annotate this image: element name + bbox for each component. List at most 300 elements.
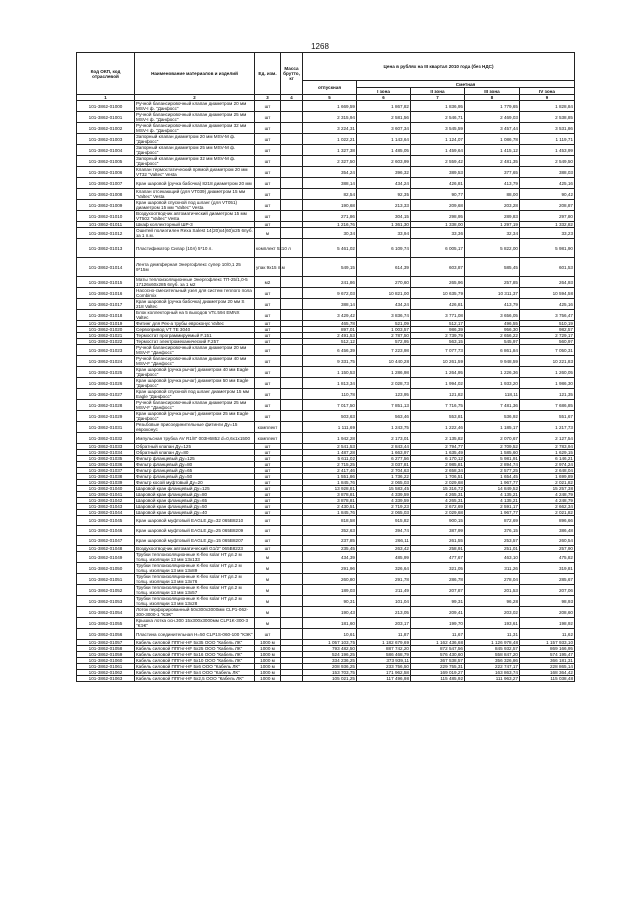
column-number: 5 xyxy=(303,95,357,101)
zone-3-price: 1 967,77 xyxy=(465,480,520,486)
row-mass xyxy=(281,389,303,400)
zone-1-price: 1 485,05 xyxy=(357,145,411,156)
zone-3-price: 6 861,84 xyxy=(465,345,520,356)
zone-4-price: 264,93 xyxy=(520,277,575,288)
zone-2-price: 6 170,12 xyxy=(411,456,465,462)
row-mass xyxy=(281,526,303,536)
row-code: 101-3862-01016 xyxy=(77,288,135,299)
zone-3-price: 356 326,86 xyxy=(465,658,520,664)
table-row xyxy=(77,607,575,618)
row-code: 101-3862-01025 xyxy=(77,367,135,378)
zone-4-price: 388,03 xyxy=(520,167,575,178)
zone-1-price: 263,42 xyxy=(357,546,411,552)
row-code: 101-3862-01027 xyxy=(77,389,135,400)
column-number: 2 xyxy=(135,95,255,101)
row-name: Шаровой кран фланцевый Ду=125 xyxy=(135,486,255,492)
row-unit: 1000 м xyxy=(255,664,281,670)
zone-4-price: 551,67 xyxy=(520,411,575,422)
zone-3-price: 203,28 xyxy=(465,200,520,211)
zone-3-price: 278,04 xyxy=(465,574,520,585)
row-code: 101-3862-01052 xyxy=(77,585,135,596)
row-unit: 1000 м xyxy=(255,676,281,682)
table-row xyxy=(77,433,575,444)
zone-2-price: 2 672,69 xyxy=(411,504,465,510)
table-row xyxy=(77,411,575,422)
row-unit: м2 xyxy=(255,277,281,288)
row-code: 101-3862-01036 xyxy=(77,462,135,468)
row-mass xyxy=(281,378,303,389)
row-name: Кабель силовой ППГнг-HF 5х16 ООО "Кабель ЛК" xyxy=(135,652,255,658)
zone-3-price: 2 070,67 xyxy=(465,433,520,444)
zone-2-price: 169 019,27 xyxy=(411,670,465,676)
row-code: 101-3862-01021 xyxy=(77,333,135,339)
zone-2-price: 1 124,07 xyxy=(411,134,465,145)
row-code: 101-3862-01033 xyxy=(77,444,135,450)
row-name: Клапан отсекающий (для VT039) диаметром 15 мм "Valtec" Vesta xyxy=(135,189,255,200)
row-unit: 1000 м xyxy=(255,646,281,652)
release-price: 235,45 xyxy=(303,546,357,552)
row-name: Кран шаровой (ручка бабочка) диаметром 20 мм S 218 Valtec xyxy=(135,299,255,310)
row-name: Импульсная трубка AV R1/8" 003Н6852 d=0,6х1х1500 xyxy=(135,433,255,444)
row-name: Кран шаровой спускной под шланг диаметром 15 мм Eagle "Данфосс" xyxy=(135,389,255,400)
release-price: 1 551,86 xyxy=(303,474,357,480)
zone-3-price: 1 126 978,48 xyxy=(465,640,520,646)
header-code: Код ОКП, код отраслевой xyxy=(77,53,135,95)
page-number: 1268 xyxy=(311,42,329,51)
zone-3-price: 1 226,36 xyxy=(465,367,520,378)
row-code: 101-3862-01049 xyxy=(77,552,135,563)
row-unit: шт xyxy=(255,310,281,321)
zone-4-price: 601,53 xyxy=(520,258,575,277)
zone-2-price: 11,67 xyxy=(411,629,465,640)
row-code: 101-3862-01041 xyxy=(77,492,135,498)
zone-1-price: 203,17 xyxy=(357,618,411,629)
release-price: 105 021,25 xyxy=(303,676,357,682)
table-row xyxy=(77,112,575,123)
zone-3-price: 118,11 xyxy=(465,389,520,400)
table-row xyxy=(77,596,575,607)
table-row xyxy=(77,618,575,629)
zone-4-price: 15 257,38 xyxy=(520,486,575,492)
header-zone-3: III зона xyxy=(465,88,520,95)
zone-3-price: 1 933,20 xyxy=(465,378,520,389)
zone-2-price: 426,81 xyxy=(411,299,465,310)
column-number: 3 xyxy=(255,95,281,101)
zone-4-price: 228 865,14 xyxy=(520,664,575,670)
zone-1-price: 394,74 xyxy=(357,526,411,536)
row-name: Насосно-смесительный узел для систем теплого пола Combimix xyxy=(135,288,255,299)
row-unit: шт xyxy=(255,498,281,504)
zone-1-price: 2 028,73 xyxy=(357,378,411,389)
column-number: 6 xyxy=(357,95,411,101)
release-price: 465,78 xyxy=(303,321,357,327)
row-code: 101-3862-01008 xyxy=(77,189,135,200)
row-mass xyxy=(281,596,303,607)
zone-3-price: 163 863,74 xyxy=(465,670,520,676)
zone-3-price: 253,57 xyxy=(465,536,520,546)
row-name: Кран шаровой (ручка бабочка) 8218 диаметром 20 мм xyxy=(135,178,255,189)
row-mass xyxy=(281,676,303,682)
table-row xyxy=(77,211,575,222)
zone-2-price: 1 706,51 xyxy=(411,474,465,480)
row-name: Кран шаровой муфтовый EAGLE Ду=25 065В8209 xyxy=(135,526,255,536)
release-price: 3 878,81 xyxy=(303,492,357,498)
row-name: Лента демпферная Энергофлекс супер 10/0,1 25 9*15м xyxy=(135,258,255,277)
release-price: 110,78 xyxy=(303,389,357,400)
row-unit: шт xyxy=(255,367,281,378)
zone-3-price: 956,30 xyxy=(465,327,520,333)
row-mass xyxy=(281,367,303,378)
zone-1-price: 434,24 xyxy=(357,178,411,189)
zone-4-price: 982,57 xyxy=(520,327,575,333)
zone-2-price: 10 261,59 xyxy=(411,356,465,367)
zone-2-price: 2 794,77 xyxy=(411,444,465,450)
row-mass xyxy=(281,411,303,422)
row-name: Трубки теплоизоляционные K-flex solar HT дл.2 м толщ. изоляции 13 мм 13х57 xyxy=(135,585,255,596)
row-name: Кран шаровой (ручка рычаг) диаметром 40 мм Eagle "Данфосс" xyxy=(135,367,255,378)
zone-2-price: 115 485,92 xyxy=(411,676,465,682)
row-name: Ручной балансировочный клапан диаметром 20 мм MSV-F "Данфосс" xyxy=(135,345,255,356)
row-code: 101-3862-01015 xyxy=(77,277,135,288)
row-mass xyxy=(281,400,303,411)
zone-4-price: 1 629,15 xyxy=(520,450,575,456)
zone-2-price: 7 077,73 xyxy=(411,345,465,356)
row-unit: м xyxy=(255,596,281,607)
row-code: 101-3862-01062 xyxy=(77,670,135,676)
zone-2-price: 15 316,72 xyxy=(411,486,465,492)
row-mass xyxy=(281,585,303,596)
row-code: 101-3862-01043 xyxy=(77,504,135,510)
row-name: Ошитей полиэтилен Rexa Salest 14(20)х4(60)х25 6пуб. за 1 п.м. xyxy=(136,228,253,238)
release-price: 6 456,39 xyxy=(303,345,357,356)
zone-1-price: 2 581,56 xyxy=(357,112,411,123)
row-mass xyxy=(281,156,303,167)
release-price: 5 611,02 xyxy=(303,456,357,462)
zone-2-price: 298,95 xyxy=(411,211,465,222)
column-number: 4 xyxy=(281,95,303,101)
zone-4-price: 2 538,85 xyxy=(520,112,575,123)
zone-4-price: 10 221,83 xyxy=(520,356,575,367)
table-row xyxy=(77,422,575,433)
release-price: 189,03 xyxy=(303,585,357,596)
table-row xyxy=(77,574,575,585)
row-unit: м xyxy=(255,228,281,239)
zone-4-price: 560,97 xyxy=(520,339,575,345)
zone-4-price: 2 974,24 xyxy=(520,462,575,468)
zone-2-price: 99,31 xyxy=(411,596,465,607)
zone-3-price: 558 847,20 xyxy=(465,652,520,658)
row-name: Обратный клапан Ду=80 xyxy=(135,450,255,456)
zone-4-price: 121,35 xyxy=(520,389,575,400)
release-price: 1 057 103,75 xyxy=(303,640,357,646)
zone-1-price: 11,87 xyxy=(357,629,411,640)
row-code: 101-3862-01002 xyxy=(77,123,135,134)
zone-2-price: 261,55 xyxy=(411,536,465,546)
row-unit: шт xyxy=(255,411,281,422)
zone-1-price: 3 037,81 xyxy=(357,462,411,468)
row-code: 101-3862-01009 xyxy=(77,200,135,211)
zone-3-price: 1 086,78 xyxy=(465,134,520,145)
zone-2-price: 2 739,79 xyxy=(411,333,465,339)
zone-4-price: 475,82 xyxy=(520,552,575,563)
row-name: Кран шаровой муфтовый EAGLE Ду=15 065В8207 xyxy=(135,536,255,546)
row-mass xyxy=(281,629,303,640)
zone-2-price: 209,68 xyxy=(411,200,465,211)
zone-1-price: 2 843,44 xyxy=(357,444,411,450)
row-unit: шт xyxy=(255,510,281,516)
zone-1-price: 92,35 xyxy=(357,189,411,200)
row-unit: м xyxy=(255,585,281,596)
row-name: Кабель силовой ППГнг-HF 5х10 ООО "Кабель ЛК" xyxy=(135,658,255,664)
zone-3-price: 845 932,57 xyxy=(465,646,520,652)
zone-4-price: 2 729,17 xyxy=(520,333,575,339)
row-unit: шт xyxy=(255,468,281,474)
zone-3-price: 7 481,36 xyxy=(465,400,520,411)
zone-4-price: 3 531,86 xyxy=(520,123,575,134)
zone-1-price: 326,64 xyxy=(357,563,411,574)
row-name: Ручной балансировочный клапан диаметром 20 мм MSV-I ф. "Данфосс" xyxy=(135,101,255,112)
row-unit: шт xyxy=(255,492,281,498)
zone-1-price: 373 939,11 xyxy=(357,658,411,664)
table-row xyxy=(77,585,575,596)
zone-3-price: 585,45 xyxy=(465,258,520,277)
row-name: Трубки теплоизоляционные K-flex solar HT дл.2 м толщ. изоляции 13 мм 13х89 xyxy=(135,563,255,574)
row-code: 101-3862-01057 xyxy=(77,640,135,646)
table-row xyxy=(77,526,575,536)
release-price: 388,14 xyxy=(303,178,357,189)
row-name: Кран шаровой (ручка рычаг) диаметром 50 мм Eagle "Данфосс" xyxy=(135,378,255,389)
zone-4-price: 168 364,42 xyxy=(520,670,575,676)
zone-2-price: 2 029,68 xyxy=(411,510,465,516)
table-row xyxy=(77,228,575,239)
zone-4-price: 2 127,54 xyxy=(520,433,575,444)
row-unit: шт xyxy=(255,288,281,299)
row-mass xyxy=(281,536,303,546)
zone-3-price: 2 577,25 xyxy=(465,468,520,474)
release-price: 1 216,76 xyxy=(303,222,357,228)
row-mass xyxy=(281,422,303,433)
release-price: 2 715,25 xyxy=(303,462,357,468)
zone-2-price: 2 135,82 xyxy=(411,433,465,444)
header-mass: Масса брутто, кг xyxy=(281,53,303,95)
zone-1-price: 521,09 xyxy=(357,321,411,327)
header-price-group: Цена в рублях на III квартал 2010 года (без НДС) xyxy=(303,53,575,81)
zone-3-price: 1 654,45 xyxy=(465,474,520,480)
zone-3-price: 1 585,60 xyxy=(465,450,520,456)
release-price: 3 224,31 xyxy=(303,123,357,134)
zone-3-price: 96,28 xyxy=(465,596,520,607)
row-mass xyxy=(281,574,303,585)
row-mass xyxy=(281,552,303,563)
row-code: 101-3862-01011 xyxy=(77,222,135,228)
column-number: 7 xyxy=(411,95,465,101)
zone-3-price: 14 849,52 xyxy=(465,486,520,492)
release-price: 3 429,42 xyxy=(303,310,357,321)
zone-2-price: 1 459,64 xyxy=(411,145,465,156)
row-code: 101-3862-01017 xyxy=(77,299,135,310)
row-code: 101-3862-01047 xyxy=(77,536,135,546)
zone-1-price: 15 583,45 xyxy=(357,486,411,492)
zone-1-price: 291,78 xyxy=(357,574,411,585)
zone-1-price: 1 003,57 xyxy=(357,327,411,333)
zone-3-price: 111 963,27 xyxy=(465,676,520,682)
zone-4-price: 4 248,79 xyxy=(520,498,575,504)
row-name: Термостат программируемый F.151 xyxy=(135,333,255,339)
row-name: Фитинг для Рех-а трубы евроконус Valtec xyxy=(135,321,255,327)
row-name: Фильтр фланцевый Ду=50 xyxy=(135,474,255,480)
zone-2-price: 553,81 xyxy=(411,411,465,422)
row-unit: шт xyxy=(255,299,281,310)
zone-1-price: 1 182 679,69 xyxy=(357,640,411,646)
row-code: 101-3862-01058 xyxy=(77,646,135,652)
zone-1-price: 614,39 xyxy=(357,258,411,277)
zone-1-price: 3 607,34 xyxy=(357,123,411,134)
table-row xyxy=(77,239,575,258)
zone-2-price: 576 430,60 xyxy=(411,652,465,658)
zone-2-price: 2 985,81 xyxy=(411,462,465,468)
header-zone-4: IV зона xyxy=(520,88,575,95)
zone-1-price: 2 719,23 xyxy=(357,504,411,510)
row-code: 101-3862-01028 xyxy=(77,400,135,411)
zone-4-price: 98,93 xyxy=(520,596,575,607)
row-unit: шт xyxy=(255,456,281,462)
header-release: отпускная xyxy=(303,81,357,95)
zone-3-price: 203,02 xyxy=(465,607,520,618)
row-name: Ручной балансировочный клапан диаметром 25 мм MSV-I ф. "Данфосс" xyxy=(135,112,255,123)
table-row xyxy=(77,299,575,310)
release-price: 190,43 xyxy=(303,607,357,618)
zone-3-price: 1 967,77 xyxy=(465,510,520,516)
row-code: 101-3862-01034 xyxy=(77,450,135,456)
zone-3-price: 1 415,12 xyxy=(465,145,520,156)
table-row xyxy=(77,156,575,167)
zone-2-price: 6 005,17 xyxy=(411,239,465,258)
row-name: Ручной балансировочный клапан диаметром 32 мм MSV-I ф. "Данфосс" xyxy=(135,123,255,134)
release-price: 241,86 xyxy=(303,277,357,288)
zone-1-price: 915,82 xyxy=(357,516,411,526)
row-name: Ручной балансировочный клапан диаметром 40 мм MSV-F "Данфосс" xyxy=(135,356,255,367)
row-name: Запорный клапан диаметром 32 мм MSV-M ф. "Данфосс" xyxy=(135,156,255,167)
zone-2-price: 389,53 xyxy=(411,167,465,178)
release-price: 352,63 xyxy=(303,526,357,536)
row-code: 101-3862-01035 xyxy=(77,456,135,462)
zone-4-price: 574 195,47 xyxy=(520,652,575,658)
release-price: 1 845,76 xyxy=(303,480,357,486)
zone-3-price: 872,69 xyxy=(465,516,520,526)
row-name: Кран шаровой муфтовый EAGLE Ду=32 065В8210 xyxy=(135,516,255,526)
zone-2-price: 1 836,95 xyxy=(411,101,465,112)
row-name: Резьбовые присоединительные фитинги Ду=15 евроконус xyxy=(135,422,255,433)
zone-1-price: 1 243,75 xyxy=(357,422,411,433)
row-name: Пластификатор Силар (10л) 5*10 л. xyxy=(135,239,255,258)
zone-1-price: 563,46 xyxy=(357,411,411,422)
row-name: Блок коллекторный на 5 выходов VTc.594 EMNX Valtec xyxy=(135,310,255,321)
zone-2-price: 512,17 xyxy=(411,321,465,327)
header-zone-1: I зона xyxy=(357,88,411,95)
zone-4-price: 2 549,50 xyxy=(520,156,575,167)
zone-2-price: 3 771,08 xyxy=(411,310,465,321)
zone-2-price: 229 755,31 xyxy=(411,664,465,670)
row-code: 101-3862-01005 xyxy=(77,156,135,167)
zone-2-price: 2 559,42 xyxy=(411,156,465,167)
column-number: 1 xyxy=(77,95,135,101)
row-code: 101-3862-01038 xyxy=(77,474,135,480)
zone-1-price: 1 736,22 xyxy=(357,474,411,480)
zone-4-price: 207,06 xyxy=(520,585,575,596)
release-price: 237,85 xyxy=(303,536,357,546)
zone-4-price: 1 986,30 xyxy=(520,378,575,389)
row-code: 101-3862-01037 xyxy=(77,468,135,474)
zone-4-price: 366 181,31 xyxy=(520,658,575,664)
row-code: 101-3862-01003 xyxy=(77,134,135,145)
row-unit: шт xyxy=(255,356,281,367)
row-unit: шт xyxy=(255,516,281,526)
zone-4-price: 1 332,82 xyxy=(520,222,575,228)
row-name: Запорный клапан диаметром 20 мм MSV-M ф. "Данфосс" xyxy=(135,134,255,145)
release-price: 13 928,81 xyxy=(303,486,357,492)
row-code: 101-3862-01012 xyxy=(77,228,135,239)
release-price: 1 111,69 xyxy=(303,422,357,433)
row-name: Сервопривод VT TE 3040 xyxy=(135,327,255,333)
zone-1-price: 1 286,98 xyxy=(357,367,411,378)
zone-3-price: 2 656,22 xyxy=(465,333,520,339)
release-price: 2 315,94 xyxy=(303,112,357,123)
zone-1-price: 1 143,64 xyxy=(357,134,411,145)
row-unit: шт xyxy=(255,101,281,112)
row-name: Шаровой кран фланцевый Ду=40 xyxy=(135,510,255,516)
row-code: 101-3862-01045 xyxy=(77,516,135,526)
release-price: 181,60 xyxy=(303,618,357,629)
row-unit: шт xyxy=(255,156,281,167)
row-name: Шаровой кран фланцевый Ду=50 xyxy=(135,504,255,510)
release-price: 334 236,25 xyxy=(303,658,357,664)
zone-4-price: 1 453,99 xyxy=(520,145,575,156)
release-price: 208 936,25 xyxy=(303,664,357,670)
zone-1-price: 10 821,00 xyxy=(357,288,411,299)
row-code: 101-3862-01061 xyxy=(77,664,135,670)
zone-3-price: 201,53 xyxy=(465,585,520,596)
zone-1-price: 2 603,99 xyxy=(357,156,411,167)
zone-2-price: 33,36 xyxy=(411,228,465,239)
row-mass xyxy=(281,112,303,123)
row-unit: шт xyxy=(255,400,281,411)
row-mass xyxy=(281,356,303,367)
zone-3-price: 2 709,52 xyxy=(465,444,520,450)
zone-4-price: 2 662,34 xyxy=(520,504,575,510)
row-code: 101-3862-01044 xyxy=(77,510,135,516)
zone-3-price: 193,61 xyxy=(465,618,520,629)
row-unit: шт xyxy=(255,345,281,356)
zone-1-price: 586 468,79 xyxy=(357,652,411,658)
row-mass xyxy=(281,200,303,211)
row-code: 101-3862-01054 xyxy=(77,607,135,618)
zone-2-price: 4 265,31 xyxy=(411,498,465,504)
zone-4-price: 869 166,95 xyxy=(520,646,575,652)
zone-2-price: 265,96 xyxy=(411,277,465,288)
row-unit: шт xyxy=(255,450,281,456)
row-unit: комплект xyxy=(255,422,281,433)
row-name: Кран шаровой (ручка рычаг) диаметром 25 мм Eagle "Данфосс" xyxy=(135,411,255,422)
row-name: Воздухоотводчик автоматический G1/2" 065В8223 xyxy=(135,546,255,552)
zone-2-price: 4 265,31 xyxy=(411,492,465,498)
row-unit: шт xyxy=(255,474,281,480)
zone-3-price: 2 591,17 xyxy=(465,504,520,510)
release-price: 1 327,38 xyxy=(303,145,357,156)
table-body xyxy=(77,101,575,682)
zone-4-price: 1 699,89 xyxy=(520,474,575,480)
release-price: 524 196,25 xyxy=(303,652,357,658)
zone-4-price: 11,62 xyxy=(520,629,575,640)
